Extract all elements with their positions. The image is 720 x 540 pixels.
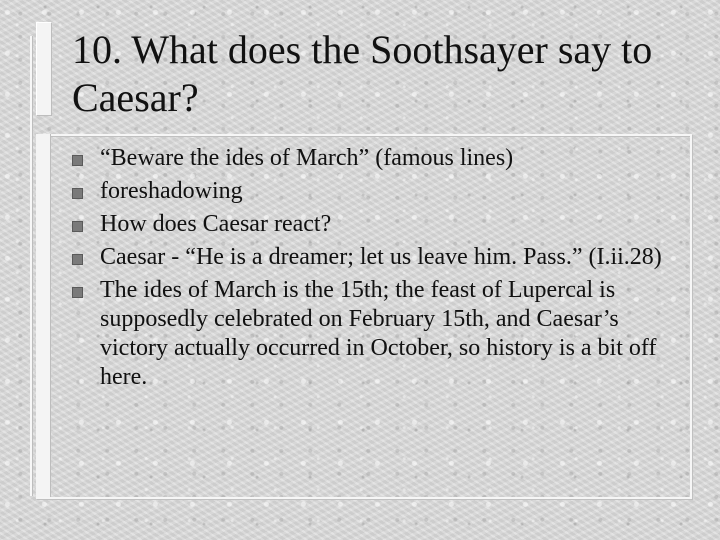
frame-left-outer-line (30, 36, 32, 496)
bullet-item (72, 243, 672, 272)
bullet-text: Caesar - “He is a dreamer; let us leave him. Pass.” (I.ii.28) (100, 244, 662, 270)
slide-title: 10. What does the Soothsayer say to Caesar? (72, 27, 653, 120)
frame-content-left-block (36, 134, 51, 497)
bullet-text: “Beware the ides of March” (famous lines) (100, 145, 514, 171)
bullet-item (72, 210, 672, 239)
bullet-text: The ides of March is the 15th; the feast of Lupercal is supposedly celebrated on February 15th, and Caesar’s victory actually occurred in October, so history is a bit off here. (100, 277, 657, 390)
square-bullet-icon (72, 221, 83, 232)
bullet-item (72, 144, 672, 173)
square-bullet-icon (72, 287, 83, 298)
bullet-item (72, 177, 672, 206)
square-bullet-icon (72, 155, 83, 166)
bullet-text: foreshadowing (100, 178, 243, 204)
frame-title-left-block (36, 22, 52, 116)
square-bullet-icon (72, 188, 83, 199)
bullet-list (72, 144, 672, 396)
bullet-item (72, 276, 672, 392)
bullet-text: How does Caesar react? (100, 211, 332, 237)
square-bullet-icon (72, 254, 83, 265)
